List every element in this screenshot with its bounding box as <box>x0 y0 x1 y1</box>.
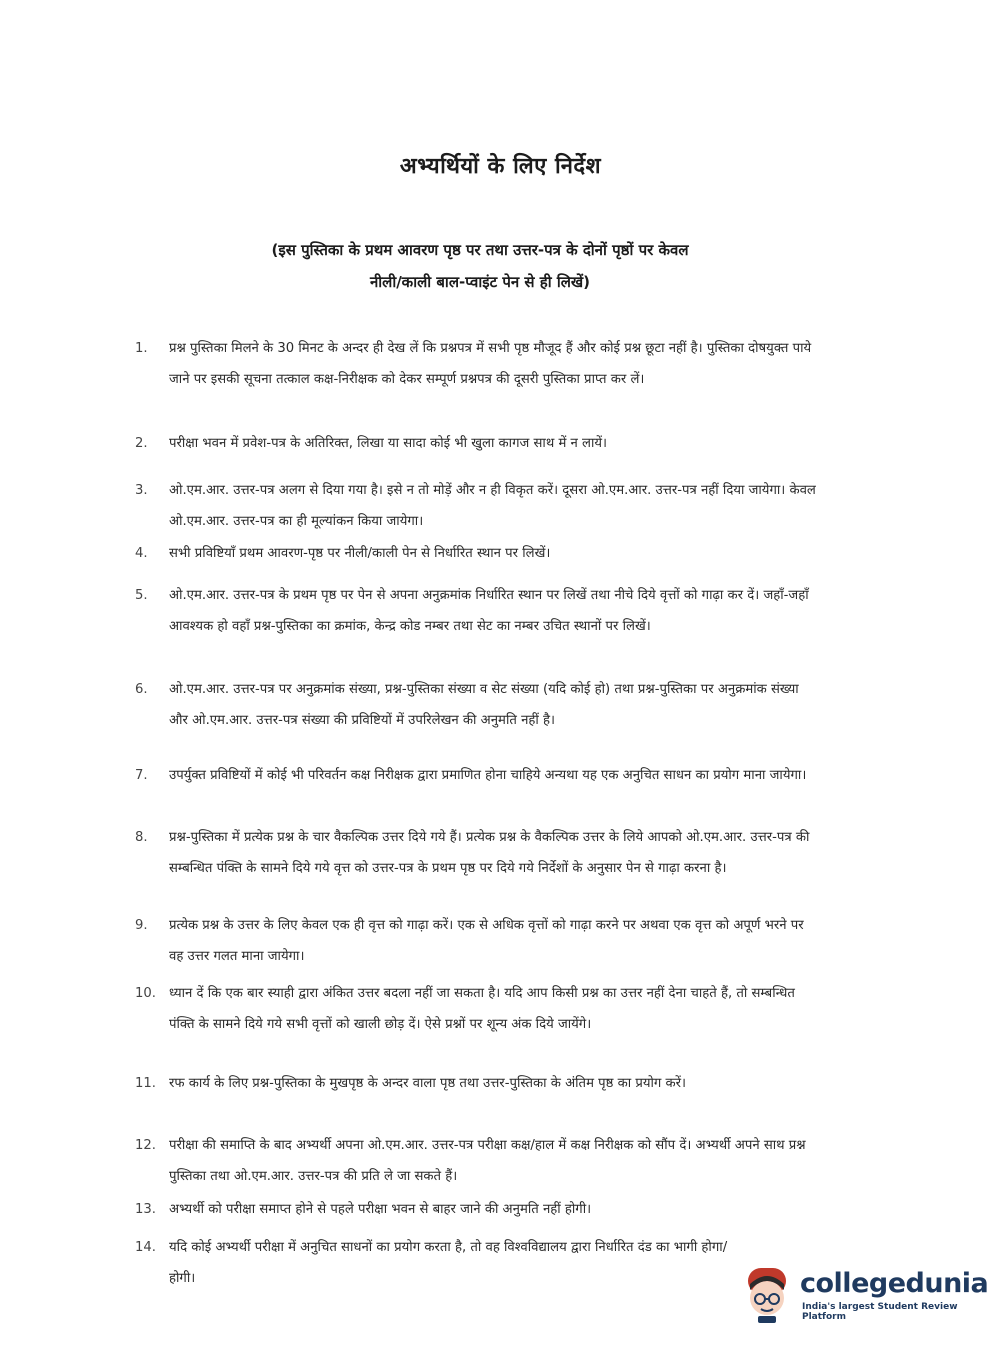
instruction-number: 2. <box>135 436 148 451</box>
instruction-text: अभ्यर्थी को परीक्षा समाप्त होने से पहले परीक्षा भवन से बाहर जाने की अनुमति नहीं होगी। <box>169 1202 592 1217</box>
instruction-text: ओ.एम.आर. उत्तर-पत्र के प्रथम पृष्ठ पर पेन से अपना अनुक्रमांक निर्धारित स्थान पर लिखें तथा नीचे दिये वृत्तों को गाढ़ा कर दें। जहाँ-जहाँ आवश्यक हो वहाँ प्रश्न-पुस्तिका का क्रमांक, केन्द्र कोड नम्बर तथा सेट का नम्बर उचित स्थानों पर लिखें। <box>169 588 809 634</box>
instruction-number: 4. <box>135 546 148 561</box>
collegedunia-watermark <box>742 1262 989 1332</box>
brand-tagline: India's largest Student Review Platform <box>802 1302 958 1322</box>
instruction-number: 14. <box>135 1240 156 1255</box>
instruction-text: सभी प्रविष्टियाँ प्रथम आवरण-पृष्ठ पर नीली/काली पेन से निर्धारित स्थान पर लिखें। <box>169 546 551 561</box>
instruction-text: प्रत्येक प्रश्न के उत्तर के लिए केवल एक ही वृत्त को गाढ़ा करें। एक से अधिक वृत्तों को गाढ़ा करने पर अथवा एक वृत्त को अपूर्ण भरने पर वह उत्तर गलत माना जायेगा। <box>169 918 804 964</box>
instruction-text: ध्यान दें कि एक बार स्याही द्वारा अंकित उत्तर बदला नहीं जा सकता है। यदि आप किसी प्रश्न का उत्तर नहीं देना चाहते हैं, तो सम्बन्धित पंक्ति के सामने दिये गये सभी वृत्तों को खाली छोड़ दें। ऐसे प्रश्नों पर शून्य अंक दिये जायेंगे। <box>169 986 795 1032</box>
instruction-number: 5. <box>135 588 148 603</box>
instruction-number: 9. <box>135 918 148 933</box>
instruction-text: ओ.एम.आर. उत्तर-पत्र अलग से दिया गया है। इसे न तो मोड़ें और न ही विकृत करें। दूसरा ओ.एम.आर. उत्तर-पत्र नहीं दिया जायेगा। केवल ओ.एम.आर. उत्तर-पत्र का ही मूल्यांकन किया जायेगा। <box>169 483 816 529</box>
instruction-number: 3. <box>135 483 148 498</box>
instruction-text: ओ.एम.आर. उत्तर-पत्र पर अनुक्रमांक संख्या, प्रश्न-पुस्तिका संख्या व सेट संख्या (यदि कोई हो) तथा प्रश्न-पुस्तिका पर अनुक्रमांक संख्या और ओ.एम.आर. उत्तर-पत्र संख्या की प्रविष्टियों में उपरिलेखन की अनुमति नहीं है। <box>169 682 799 728</box>
instruction-number: 13. <box>135 1202 156 1217</box>
instruction-text: प्रश्न-पुस्तिका में प्रत्येक प्रश्न के चार वैकल्पिक उत्तर दिये गये हैं। प्रत्येक प्रश्न के वैकल्पिक उत्तर के लिये आपको ओ.एम.आर. उत्तर-पत्र की सम्बन्धित पंक्ति के सामने दिये गये वृत्त को उत्तर-पत्र के प्रथम पृष्ठ पर दिये गये निर्देशों के अनुसार पेन से गाढ़ा करना है। <box>169 830 810 876</box>
instruction-text: यदि कोई अभ्यर्थी परीक्षा में अनुचित साधनों का प्रयोग करता है, तो वह विश्वविद्यालय द्वारा निर्धारित दंड का भागी होगा/होगी। <box>169 1240 728 1286</box>
instruction-text: उपर्युक्त प्रविष्टियों में कोई भी परिवर्तन कक्ष निरीक्षक द्वारा प्रमाणित होना चाहिये अन्यथा यह एक अनुचित साधन का प्रयोग माना जायेगा। <box>169 768 807 783</box>
subtitle-line-1: (इस पुस्तिका के प्रथम आवरण पृष्ठ पर तथा उत्तर-पत्र के दोनों पृष्ठों पर केवल <box>271 241 689 259</box>
instruction-number: 7. <box>135 768 148 783</box>
instruction-number: 1. <box>135 341 148 356</box>
instruction-text: रफ कार्य के लिए प्रश्न-पुस्तिका के मुखपृष्ठ के अन्दर वाला पृष्ठ तथा उत्तर-पुस्तिका के अंतिम पृष्ठ का प्रयोग करें। <box>169 1076 687 1091</box>
brand-name: collegedunia <box>800 1268 989 1299</box>
instruction-text: परीक्षा भवन में प्रवेश-पत्र के अतिरिक्त, लिखा या सादा कोई भी खुला कागज साथ में न लायें। <box>169 436 608 451</box>
page-title: अभ्यर्थियों के लिए निर्देश <box>399 154 602 179</box>
subtitle-line-2: नीली/काली बाल-प्वाइंट पेन से ही लिखें) <box>369 273 591 291</box>
instruction-text: प्रश्न पुस्तिका मिलने के 30 मिनट के अन्दर ही देख लें कि प्रश्नपत्र में सभी पृष्ठ मौजूद हैं और कोई प्रश्न छूटा नहीं है। पुस्तिका दोषयुक्त पाये जाने पर इसकी सूचना तत्काल कक्ष-निरीक्षक को देकर सम्पूर्ण प्रश्नपत्र की दूसरी पुस्तिका प्राप्त कर लें। <box>169 341 812 387</box>
instruction-number: 12. <box>135 1138 156 1153</box>
instruction-number: 10. <box>135 986 156 1001</box>
instruction-number: 11. <box>135 1076 156 1091</box>
mascot-icon <box>742 1266 792 1324</box>
instruction-number: 6. <box>135 682 148 697</box>
instruction-number: 8. <box>135 830 148 845</box>
instruction-text: परीक्षा की समाप्ति के बाद अभ्यर्थी अपना ओ.एम.आर. उत्तर-पत्र परीक्षा कक्ष/हाल में कक्ष निरीक्षक को सौंप दें। अभ्यर्थी अपने साथ प्रश्न पुस्तिका तथा ओ.एम.आर. उत्तर-पत्र की प्रति ले जा सकते हैं। <box>169 1138 806 1184</box>
